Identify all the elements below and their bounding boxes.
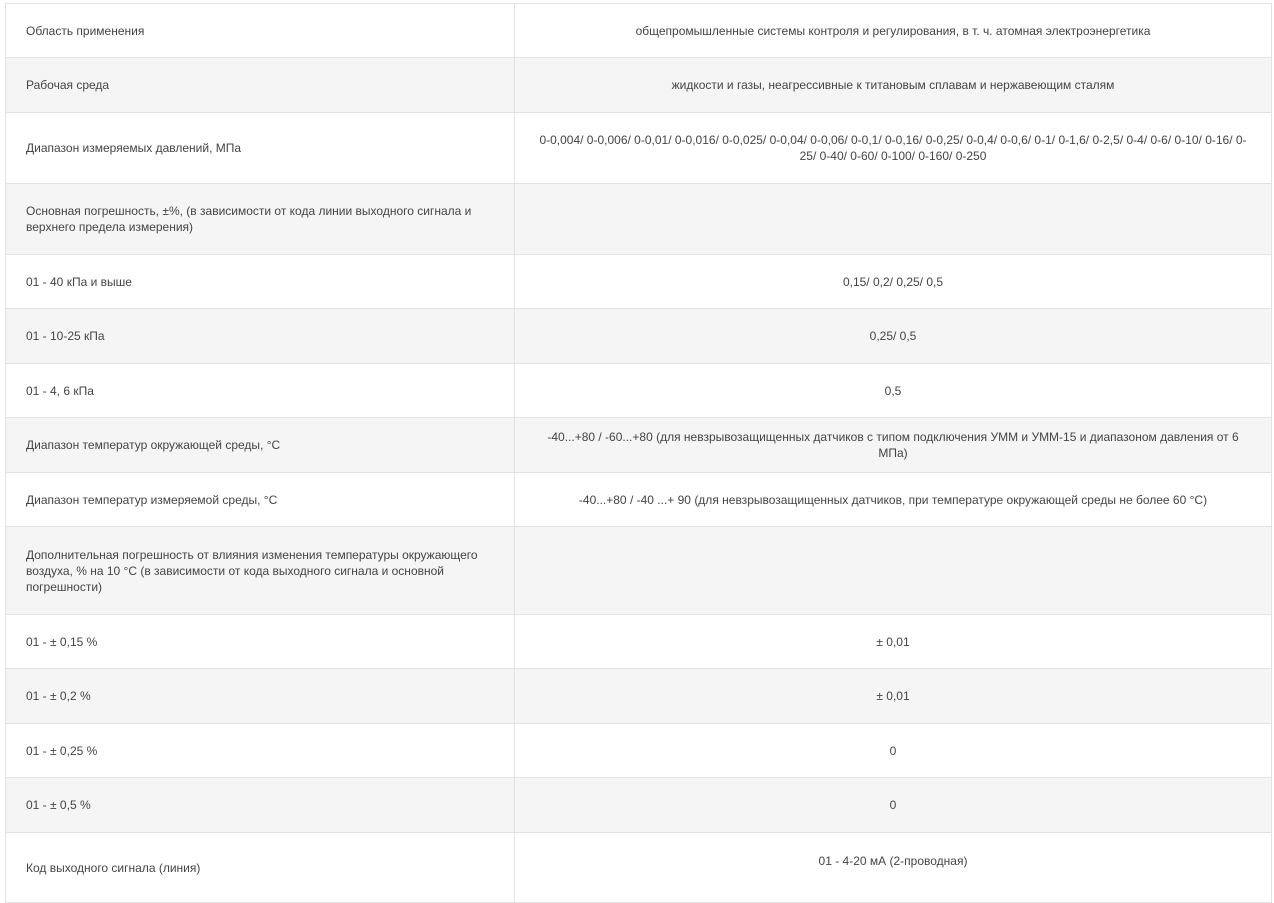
spec-value: ± 0,01 xyxy=(515,669,1272,724)
spec-value: -40...+80 / -40 ...+ 90 (для невзрывозащищенных датчиков, при температуре окружающей среды не более 60 °С) xyxy=(515,473,1272,527)
spec-label: 01 - 4, 6 кПа xyxy=(6,364,515,418)
spec-value: 01 - 4-20 мА (2-проводная) xyxy=(515,833,1272,903)
spec-label: Рабочая среда xyxy=(6,58,515,113)
spec-value: ± 0,01 xyxy=(515,615,1272,669)
spec-row xyxy=(6,418,1272,473)
spec-row xyxy=(6,58,1272,113)
spec-row xyxy=(6,778,1272,833)
spec-label: 01 - ± 0,15 % xyxy=(6,615,515,669)
spec-row xyxy=(6,113,1272,184)
spec-row xyxy=(6,615,1272,669)
spec-row xyxy=(6,184,1272,255)
spec-label: 01 - ± 0,5 % xyxy=(6,778,515,833)
spec-value: 0-0,004/ 0-0,006/ 0-0,01/ 0-0,016/ 0-0,025/ 0-0,04/ 0-0,06/ 0-0,1/ 0-0,16/ 0-0,25/ 0-0,4/ 0-0,6/ 0-1/ 0-1,6/ 0-2,5/ 0-4/ 0-6/ 0-10/ 0-16/ 0-25/ 0-40/ 0-60/ 0-100/ 0-160/ 0-250 xyxy=(515,113,1272,184)
spec-value: 0 xyxy=(515,778,1272,833)
spec-label: Диапазон температур измеряемой среды, °С xyxy=(6,473,515,527)
specifications-table xyxy=(5,3,1272,903)
spec-row xyxy=(6,364,1272,418)
spec-value: 0,15/ 0,2/ 0,25/ 0,5 xyxy=(515,255,1272,309)
spec-label: 01 - ± 0,2 % xyxy=(6,669,515,724)
spec-label: 01 - 10-25 кПа xyxy=(6,309,515,364)
spec-row xyxy=(6,309,1272,364)
spec-label: Диапазон измеряемых давлений, МПа xyxy=(6,113,515,184)
spec-value xyxy=(515,527,1272,615)
spec-value xyxy=(515,184,1272,255)
spec-row xyxy=(6,669,1272,724)
spec-value: 0,25/ 0,5 xyxy=(515,309,1272,364)
spec-row xyxy=(6,527,1272,615)
spec-value: жидкости и газы, неагрессивные к титановым сплавам и нержавеющим сталям xyxy=(515,58,1272,113)
spec-label: Область применения xyxy=(6,4,515,58)
spec-row xyxy=(6,4,1272,58)
spec-row xyxy=(6,833,1272,903)
spec-row xyxy=(6,473,1272,527)
spec-label: Основная погрешность, ±%, (в зависимости от кода линии выходного сигнала и верхнего предела измерения) xyxy=(6,184,515,255)
spec-row xyxy=(6,255,1272,309)
spec-label: 01 - 40 кПа и выше xyxy=(6,255,515,309)
spec-row xyxy=(6,724,1272,778)
spec-label: Дополнительная погрешность от влияния изменения температуры окружающего воздуха, % на 10 °С (в зависимости от кода выходного сигнала и основной погрешности) xyxy=(6,527,515,615)
spec-label: 01 - ± 0,25 % xyxy=(6,724,515,778)
spec-value: 0,5 xyxy=(515,364,1272,418)
spec-label: Диапазон температур окружающей среды, °С xyxy=(6,418,515,473)
spec-value: общепромышленные системы контроля и регулирования, в т. ч. атомная электроэнергетика xyxy=(515,4,1272,58)
spec-label: Код выходного сигнала (линия) xyxy=(6,833,515,903)
spec-value: 0 xyxy=(515,724,1272,778)
spec-value: -40...+80 / -60...+80 (для невзрывозащищенных датчиков с типом подключения УММ и УММ-15 и диапазоном давления от 6 МПа) xyxy=(515,418,1272,473)
